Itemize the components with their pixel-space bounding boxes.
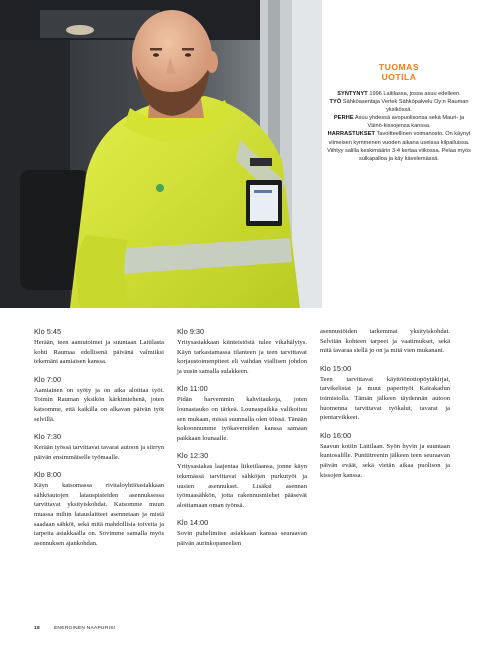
timeline-entry <box>320 364 450 424</box>
entry-text: Kerään työssä tarvittavat tavarat autoon ja siirryn päivän ensimmäiselle työmaalle. <box>34 443 164 461</box>
entry-time: Klo 11:00 <box>177 384 208 394</box>
fact-text: 1996 Laitilassa, jossa asuu edelleen. <box>367 91 461 97</box>
column-2 <box>177 327 307 617</box>
fact-hobbies <box>326 130 472 162</box>
fact-text: Tavoitteellinen voimanosto. On käynyt viimeisen kymmenen vuoden aikana useissa kilpailuissa. Viihtyy salilla keskimäärin 3-4 kertaa viikossa. Pelaa myös sulkapalloa ja käy kävelemässä. <box>327 131 471 162</box>
entry-time: Klo 14:00 <box>177 518 209 528</box>
column-1 <box>34 327 164 617</box>
entry-text: Teen tarvittavat käyttöönottopöytäkirjat, tarvikelistat ja muut paperityöt Kairakadun toimistolla. Tämän jälkeen täydennän autoon huomenna tarvittavat työkalut, tavarat ja pientarvikkeet. <box>320 375 450 422</box>
entry-text: Pidän harvemmin kahvitaukoja, joten lounastauko on tärkeä. Lounaspaikka valikoituu sen mukaan, missä suunnalla olen töissä. Tänään kokoonnumme työkavereiden kanssa samaan paikkaan lounaalle. <box>177 396 307 443</box>
entry-time: Klo 15:00 <box>320 363 352 373</box>
fact-text: Asuu yhdessä avopuolisonsa sekä Mauri- ja Väinö-kissojensa kanssa. <box>353 115 465 130</box>
fact-label: PERHE <box>333 115 354 122</box>
photo-illustration <box>0 0 322 308</box>
entry-text: Saavun kotiin Laitilaan. Syön hyvin ja suuntaan kuntosalille. Punttitreenin jälkeen teen seuraavan päivän eväät, sekä vietän aikaa puolison ja kissojen kanssa. <box>320 442 450 479</box>
portrait-photo <box>0 0 322 308</box>
article-columns <box>34 327 450 617</box>
profile-last-name: UOTILA <box>381 72 417 82</box>
column-3 <box>320 327 450 617</box>
timeline-entry <box>34 327 164 367</box>
fact-label: HARRASTUKSET <box>327 131 376 138</box>
entry-text: asennustöiden tarkemmat yksityiskohdat. Selvitän kohteen tarpeet ja vaatimukset, sekä mitä tavaraa siellä jo on ja mitä vien mukanani. <box>320 328 450 355</box>
fact-label: SYNTYNYT <box>337 91 368 97</box>
entry-text: Aamiainen on syöty ja on aika aloittaa työt. Toimin Rauman yksikön kärkimiehenä, joten katsomme, että kaikilla on alkavan päivän työt selvillä. <box>34 386 164 423</box>
entry-text: Herään, teen aamutoimet ja suuntaan Laitilasta kohti Raumaa edellisenä päivänä valmiiksi tekemäni aamiaisen kanssa. <box>34 339 164 366</box>
page-number: 18 <box>34 626 40 631</box>
publication-name: ENERGINEN NAAPURISI <box>53 626 116 631</box>
timeline-entry <box>34 470 164 549</box>
profile-name <box>326 62 472 82</box>
fact-family <box>326 114 472 130</box>
fact-work <box>326 98 472 114</box>
entry-text: Käyn katsomassa rivitaloyhtiöasiakkaan sähköautojen latauspisteiden asennuksessa tarvittavat yksityiskohdat. Katsomme muun muassa mihin latauslaitteet asennetaan ja mistä saadaan sähköt, sekä mitä mahdollisia toiveita ja tarpeita asiakkaalla on. Sovimme samalla myös asennuksen ajankohdan. <box>34 481 164 548</box>
entry-time: Klo 5:45 <box>34 327 62 336</box>
timeline-entry <box>177 518 307 548</box>
entry-time: Klo 16:00 <box>320 430 352 440</box>
profile-facts <box>326 90 472 163</box>
timeline-entry <box>34 375 164 425</box>
fact-label: TYÖ <box>329 99 342 106</box>
entry-text: Yritysasiakkaan kiinteistöstä tulee vikahälytys. Käyn tarkastamassa tilanteen ja teen tarvittavat korjaustoimenpiteet eli vaihdan viallisen johdon ja uusin samalla sulakkeen. <box>177 339 307 376</box>
timeline-entry <box>177 384 307 444</box>
entry-time: Klo 7:00 <box>34 374 62 384</box>
entry-time: Klo 12:30 <box>177 451 209 461</box>
entry-text: Yritysasiakas laajentaa liiketilaansa, jonne käyn tekemässä tarvittavat sähköjen purkutyöt ja uusien asennukset. Lisäksi asennan työmaasähkön, jotta rakennusmiehet pääsevät aloittamaan oman työnsä. <box>177 463 307 510</box>
timeline-entry <box>34 432 164 462</box>
page-footer <box>34 626 115 631</box>
timeline-entry <box>177 327 307 377</box>
timeline-entry <box>177 451 307 511</box>
fact-born <box>326 90 472 98</box>
entry-time: Klo 7:30 <box>34 431 62 441</box>
profile-box <box>326 62 472 163</box>
entry-time: Klo 9:30 <box>177 327 205 336</box>
timeline-entry <box>320 431 450 481</box>
entry-text: Sovin puhelimitse asiakkaan kanssa seuraavan päivän aurinkopaneelien <box>177 530 307 548</box>
profile-first-name: TUOMAS <box>378 62 420 72</box>
entry-time: Klo 8:00 <box>34 469 62 479</box>
fact-text: Sähköasentaja Vertek Sähköpalvelu Oy:n Rauman yksikössä. <box>341 99 469 114</box>
timeline-entry-continued <box>320 327 450 356</box>
